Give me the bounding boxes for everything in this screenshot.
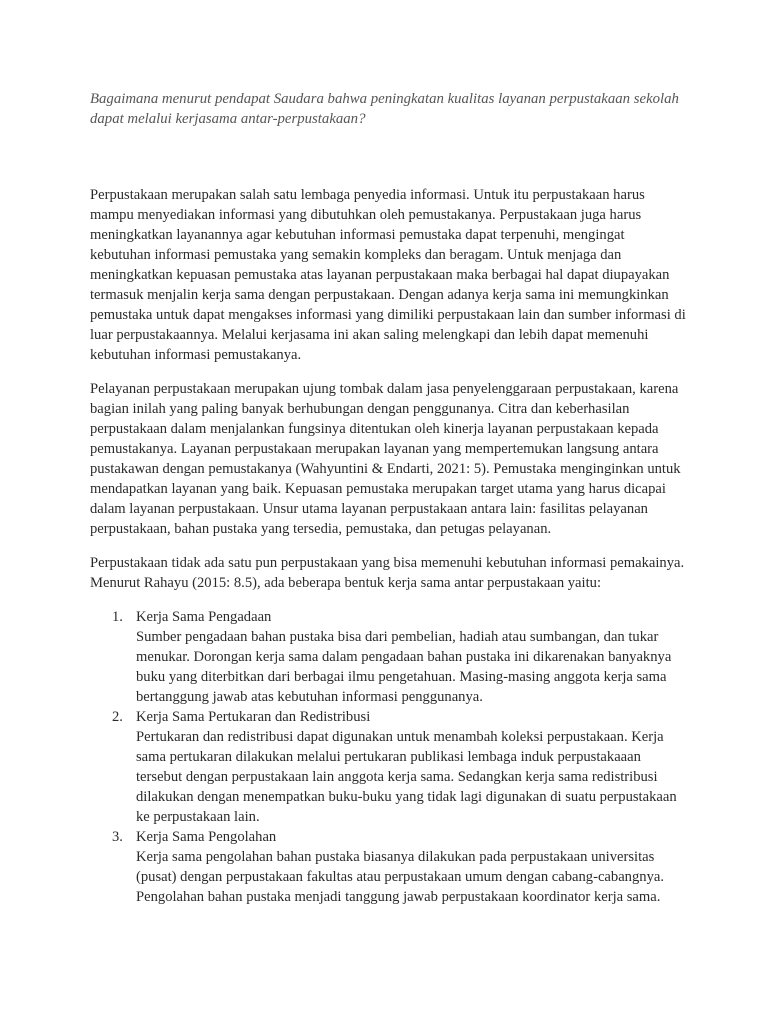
list-item-number: 3. <box>112 829 123 845</box>
list-item-number: 2. <box>112 709 123 725</box>
list-item-body: Sumber pengadaan bahan pustaka bisa dari pembelian, hadiah atau sumbangan, dan tukar menukar. Dorongan kerja sama dalam pengadaan bahan pustaka ini dikarenakan banyaknya buku yang diterbitkan dari berbagai ilmu pengetahuan. Masing-masing anggota kerja sama bertanggung jawab atas kebutuhan informasi penggunanya. <box>136 629 672 705</box>
list-item <box>90 607 688 707</box>
paragraph-2: Pelayanan perpustakaan merupakan ujung tombak dalam jasa penyelenggaraan perpustakaan, karena bagian inilah yang paling banyak berhubungan dengan penggunanya. Citra dan keberhasilan perpustakaan dalam menjalankan fungsinya ditentukan oleh kinerja layanan perpustakaan kepada pemustakanya. Layanan perpustakaan merupakan layanan yang mempertemukan langsung antara pustakawan dengan pemustakanya (Wahyuntini & Endarti, 2021: 5). Pemustaka menginginkan untuk mendapatkan layanan yang baik. Kepuasan pemustaka merupakan target utama yang harus dicapai dalam layanan perpustakaan. Unsur utama layanan perpustakaan antara lain: fasilitas pelayanan perpustakaan, bahan pustaka yang tersedia, pemustaka, dan petugas pelayanan. <box>90 381 681 537</box>
list-item-title: Kerja Sama Pertukaran dan Redistribusi <box>136 709 371 725</box>
question-text: Bagaimana menurut pendapat Saudara bahwa peningkatan kualitas layanan perpustakaan sekolah dapat melalui kerjasama antar-perpustakaan? <box>90 91 679 127</box>
paragraph-3: Perpustakaan tidak ada satu pun perpustakaan yang bisa memenuhi kebutuhan informasi pemakainya. Menurut Rahayu (2015: 8.5), ada beberapa bentuk kerja sama antar perpustakaan yaitu: <box>90 555 685 591</box>
list-item-body: Pertukaran dan redistribusi dapat digunakan untuk menambah koleksi perpustakaan. Kerja sama pertukaran dilakukan melalui pertukaran publikasi lembaga induk perpustakaaan tersebut dengan perpustakaan lain anggota kerja sama. Sedangkan kerja sama redistribusi dilakukan dengan menempatkan buku-buku yang tidak lagi digunakan di suatu perpustakaan ke perpustakaan lain. <box>136 729 677 825</box>
list-item-title: Kerja Sama Pengolahan <box>136 829 277 845</box>
paragraph-1: Perpustakaan merupakan salah satu lembaga penyedia informasi. Untuk itu perpustakaan harus mampu menyediakan informasi yang dibutuhkan oleh pemustakanya. Perpustakaan juga harus meningkatkan layanannya agar kebutuhan informasi pemustaka dapat terpenuhi, mengingat kebutuhan informasi pemustaka yang semakin kompleks dan beragam. Untuk menjaga dan meningkatkan kepuasan pemustaka atas layanan perpustakaan maka berbagai hal dapat diupayakan termasuk menjalin kerja sama dengan perpustakaan. Dengan adanya kerja sama ini memungkinkan pemustaka untuk dapat mengakses informasi yang dimiliki perpustakaan lain dan sumber informasi di luar perpustakaannya. Melalui kerjasama ini akan saling melengkapi dan lebih dapat memenuhi kebutuhan informasi pemustakanya. <box>90 187 686 363</box>
cooperation-list <box>90 607 688 907</box>
list-item <box>90 707 688 827</box>
list-item-body: Kerja sama pengolahan bahan pustaka biasanya dilakukan pada perpustakaan universitas (pusat) dengan perpustakaan fakultas atau perpustakaan umum dengan cabang-cabangnya. Pengolahan bahan pustaka menjadi tanggung jawab perpustakaan koordinator kerja sama. <box>136 849 664 905</box>
list-item-title: Kerja Sama Pengadaan <box>136 609 272 625</box>
list-item <box>90 827 688 907</box>
list-item-number: 1. <box>112 609 123 625</box>
